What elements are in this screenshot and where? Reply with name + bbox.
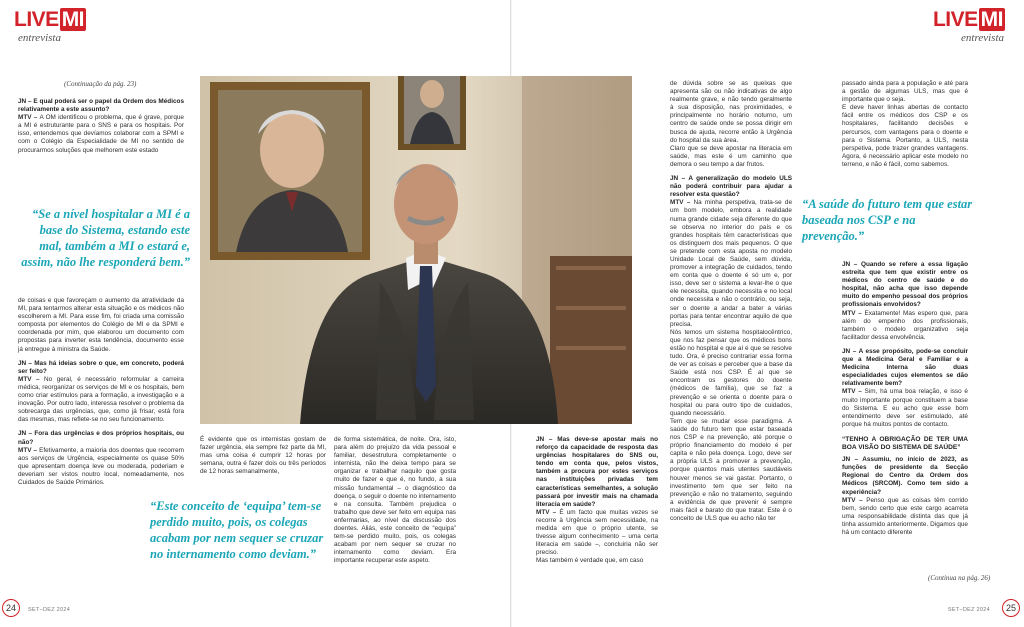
speaker-tag: MTV – <box>18 375 45 383</box>
speaker-tag: MTV – <box>670 199 694 207</box>
column-4 <box>536 436 658 566</box>
issue-date-right: SET–DEZ 2024 <box>947 607 990 613</box>
pull-quote-2: “Este conceito de ‘equipa’ tem-se perdido muito, pois, os colegas acabam por nem sequer se cruzar no internamento como deviam.” <box>150 499 324 561</box>
speaker-tag: MTV – <box>18 446 40 454</box>
question: JN – Mas há ideias sobre o que, em concreto, poderá ser feito? <box>18 359 184 375</box>
speaker-tag: MTV – <box>536 508 560 516</box>
answer: Tem que se mudar esse paradigma. A saúde do futuro tem que estar baseada nos CSP e na prevenção, até porque o próprio financiamento do modelo é per capita e não pela doença. Logo, deve ser a própria ULS a promover a prevenção, porque quantos mais utentes saudáveis houver menos se vai gastar. Portanto, o investimento tem que ser feito na prevenção e não no tratamento, seguindo a evidência de que prevenir é sempre mais fácil e barato do que tratar. Este é o conceito de ULS que eu acho não ter <box>670 417 792 522</box>
question: JN – Quando se refere a essa ligação estreita que tem que existir entre os médicos do centro de saúde e do hospital, não acha que isso depende muito do empenho pessoal dos próprios profissionais envolvidos? <box>842 261 968 309</box>
column-2: É evidente que os internistas gostam de fazer urgência, ela sempre fez parte da MI, mas uma coisa é cumprir 12 horas por semana, outra é fazer dois ou três períodos de 12 horas semanalmente, <box>200 436 326 476</box>
question: JN – Assumiu, no início de 2023, as funções de presidente da Secção Regional do Centro da Ordem dos Médicos (SRCOM). Como tem sido a experiência? <box>842 456 968 496</box>
section-label: entrevista <box>961 32 1004 44</box>
section-label: entrevista <box>18 32 61 44</box>
answer: passado ainda para a população e até para a gestão de algumas ULS, mas que é importante que o seja. <box>842 80 968 104</box>
brand-logo: LIVE MI <box>14 8 85 31</box>
column-5 <box>670 80 792 523</box>
brand-logo: LIVE MI <box>932 8 1003 31</box>
answer: MTV – Penso que as coisas têm corrido bem, sendo certo que este cargo acarreta uma responsabilidade distinta das que já tinha assumido anteriormente. Digamos que há um contacto diferente <box>842 496 968 537</box>
answer: MTV – Sim, há uma boa relação, e isso é muito importante porque constituem a base do Sistema. E eu acho que esse bom entendimento deve ser estimulado, até porque há muitos pontos de contacto. <box>842 388 968 428</box>
question: JN – A esse propósito, pode-se concluir que a Medicina Geral e Familiar e a Medicina Interna são duas especialidades cujos elementos se dão relativamente bem? <box>842 347 968 388</box>
answer: MTV – Na minha perspetiva, trata-se de um bom modelo, embora a realidade numa grande cidade seja diferente do que se observa no interior do país e os grandes hospitais têm características que os distinguem dos mais pequenos. O que se pretende com esta aposta no modelo Unidade Local de Saúde, sem dúvida, promover a integração de cuidados, tendo em conta que o doente é só um e, por isso, deve ser o sistema a levar-lhe o que ele necessita, quando necessita e no local onde necessita e não o contrário, ou seja, ser o doente a andar a bater a várias portas para tentar encontrar aquilo de que precisa. <box>670 199 792 328</box>
answer: MTV – É um facto que muitas vezes se recorre à Urgência sem necessidade, na medida em que o próprio utente, se tivesse algum conhecimento – uma certa literacia em saúde –, concluiria não ser preciso. <box>536 508 658 557</box>
answer: Claro que se deve apostar na literacia em saúde, mas este é um caminho que demora o seu tempo a dar frutos. <box>670 144 792 168</box>
page-number-right: 25 <box>1002 599 1020 617</box>
box-heading: “TENHO A OBRIGAÇÃO DE TER UMA BOA VISÃO DO SISTEMA DE SAÚDE” <box>842 436 968 452</box>
column-6-top <box>842 80 968 169</box>
photo-illustration <box>200 76 632 424</box>
answer: MTV – Efetivamente, a maioria dos doentes que recorrem aos serviços de Urgência, especialmente os quase 50% que apresentam doença leve ou moderada, poderiam e deveriam ser vistos noutro local, nomeadamente, nos Cuidados de Saúde Primários. <box>18 446 184 486</box>
continued-to: (Continua na pág. 26) <box>928 574 991 582</box>
answer: E deve haver linhas abertas de contacto fácil entre os médicos dos CSP e os hospitalares, facilitando decisões e percursos, com vantagens para o doente e para o Sistema. Portanto, a ULS, nesta perspetiva, pode trazer grandes vantagens. Agora, é necessário aplicar este modelo no terreno, e não é fácil, como sabemos. <box>842 104 968 168</box>
page-number-left: 24 <box>2 599 20 617</box>
question: JN – E qual poderá ser o papel da Ordem dos Médicos relativamente a este assunto? <box>18 98 184 114</box>
continued-from: (Continuação da pág. 23) <box>64 80 137 88</box>
question: JN – A generalização do modelo ULS não poderá contribuir para ajudar a resolver esta questão? <box>670 175 792 199</box>
column-6-bottom <box>842 261 968 429</box>
column-1-top <box>18 98 184 155</box>
issue-date-left: SET–DEZ 2024 <box>28 607 71 613</box>
pull-quote-1: “Se a nível hospitalar a MI é a base do Sistema, estando este mal, também a MI o estará e, assim, não lhe responderá bem.” <box>21 207 190 269</box>
question: JN – Fora das urgências e dos próprios hospitais, ou não? <box>18 430 184 446</box>
answer: de coisas e que favoreçam o aumento da atratividade da MI, para tentarmos alterar esta situação e os médicos não escolherem a MI. Para esse fim, foi criada uma comissão composta por elementos do Colégio de MI e da SPMI e coordenada por mim, que elaborou um documento com propostas para inverter esta tendência, documento esse já entregue à ministra da Saúde. <box>18 297 184 353</box>
answer: Nós temos um sistema hospitalocêntrico, que nos faz pensar que os médicos bons estão no hospital e que aí é que se resolve tudo. Ora, é preciso contrariar essa forma de ver as coisas e perceber que a base da Saúde está nos CSP. É aí que se encontram os gestores do doente (médicos de família), que se faz a prevenção e se orienta o doente para o hospital ou para outro tipo de cuidados, quando necessário. <box>670 328 792 417</box>
speaker-tag: MTV – <box>18 114 40 122</box>
answer: Mas também é verdade que, em caso <box>536 557 644 565</box>
speaker-tag: MTV – <box>842 388 865 396</box>
pull-quote-3: “A saúde do futuro tem que estar baseada nos CSP e na prevenção.” <box>802 197 973 243</box>
answer: MTV – A OM identificou o problema, que é grave, porque a MI é estruturante para o SNS e para os hospitais. Por isso, entendemos que devíamos colaborar com a SPMI e com o Colégio da Especialidade de MI no sentido de procurarmos soluções que melhorem este estado <box>18 114 184 154</box>
column-3: de forma sistemática, de noite. Ora, isto, para além do prejuízo da vida pessoal e familiar, desestrutura completamente o internista, não lhe deixa tempo para se organizar e trabalhar naquilo que gosta muito de fazer e que é, no fundo, a sua missão fundamental – o diagnóstico da doença, o seguir o doente no internamento e na consulta. Também prejudica o trabalho que deve ser feito em equipa nas enfermarias, ao nível da discussão dos doentes. Aliás, este conceito de “equipa” tem-se perdido muito, pois, os colegas acabam por nem sequer se cruzar no internamento como deviam. Era importante recuperar este aspeto. <box>334 436 456 565</box>
interview-photo <box>200 76 632 424</box>
answer: MTV – No geral, é necessário reformular a carreira médica, reorganizar os serviços de MI e os hospitais, bem como criar estímulos para a formação, a investigação e a inovação. Por outro lado, interessa resolver o problema da sobrecarga das urgências, que, como já frisar, está fora das mesmas, mas reflete-se no seu funcionamento. <box>18 375 184 424</box>
question: JN – Mas deve-se apostar mais no reforço da capacidade de resposta das urgências hospitalares do SNS ou, tendo em conta que, pelos vistos, também a procura por estes serviços nas instituições privadas tem características semelhantes, a solução passará por investir mais na chamada literacia em saúde? <box>536 436 658 508</box>
box-text <box>842 456 968 537</box>
column-6-box <box>842 436 968 537</box>
answer: MTV – Exatamente! Mas espero que, para além do empenho dos profissionais, também o modelo organizativo seja facilitador dessa envolvência. <box>842 309 968 341</box>
speaker-tag: MTV – <box>842 309 865 317</box>
column-1-bottom <box>18 297 184 487</box>
answer: de dúvida sobre se as queixas que apresenta são ou não indicativas de algo realmente grave, e não tendo geralmente à sua disposição, nas proximidades, e principalmente no horário noturno, um centro de saúde onde se possa dirigir em busca de ajuda, recorre então à Urgência do hospital da sua área. <box>670 80 792 144</box>
speaker-tag: MTV – <box>842 496 867 504</box>
